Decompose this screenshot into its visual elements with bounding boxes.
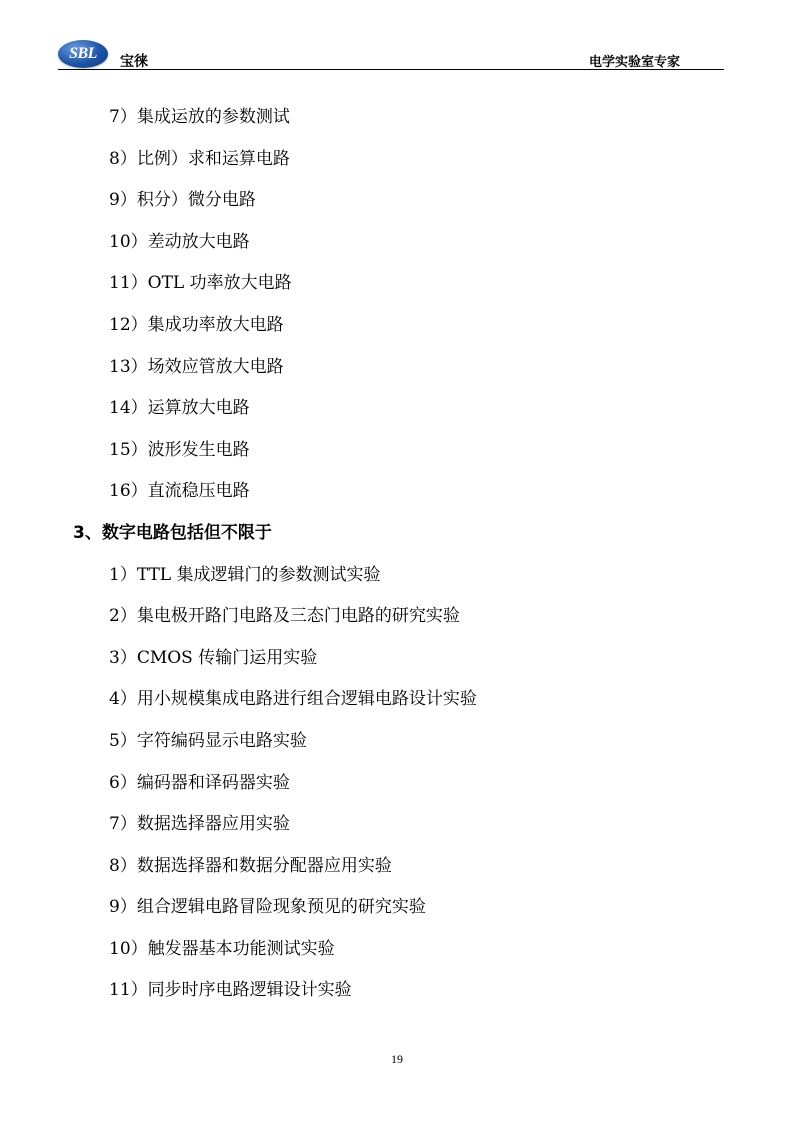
list-item: 3）CMOS 传输门运用实验 — [109, 647, 318, 668]
list-item: 13）场效应管放大电路 — [109, 356, 284, 377]
header-divider — [58, 69, 724, 70]
list-item: 14）运算放大电路 — [109, 398, 250, 419]
list-item: 9）组合逻辑电路冒险现象预见的研究实验 — [109, 897, 426, 918]
list-item: 7）数据选择器应用实验 — [109, 814, 290, 835]
list-item: 6）编码器和译码器实验 — [109, 772, 290, 793]
sbl-logo — [58, 40, 108, 68]
list-item: 11）OTL 功率放大电路 — [109, 273, 292, 294]
list-item: 5）字符编码显示电路实验 — [109, 730, 307, 751]
list-item: 15）波形发生电路 — [109, 439, 250, 460]
list-item: 1）TTL 集成逻辑门的参数测试实验 — [109, 564, 381, 585]
list-item: 10）差动放大电路 — [109, 231, 250, 252]
header-tagline: 电学实验室专家 — [588, 55, 680, 70]
list-item: 12）集成功率放大电路 — [109, 314, 284, 335]
page-header — [58, 36, 724, 72]
list-item: 8）比例）求和运算电路 — [109, 148, 290, 169]
page-number: 19 — [391, 1052, 403, 1066]
list-item: 11）同步时序电路逻辑设计实验 — [109, 980, 352, 1001]
list-item: 7）集成运放的参数测试 — [109, 107, 290, 127]
list-item: 8）数据选择器和数据分配器应用实验 — [109, 855, 392, 876]
section-heading: 3、数字电路包括但不限于 — [73, 522, 272, 543]
list-item: 9）积分）微分电路 — [109, 190, 256, 211]
list-item: 2）集电极开路门电路及三态门电路的研究实验 — [109, 606, 460, 627]
list-item: 16）直流稳压电路 — [109, 481, 250, 502]
logo-text: SBL — [69, 45, 97, 62]
document-body — [0, 102, 794, 1017]
brand-name: 宝徕 — [120, 54, 148, 70]
list-item: 10）触发器基本功能测试实验 — [109, 938, 335, 959]
list-item: 4）用小规模集成电路进行组合逻辑电路设计实验 — [109, 689, 477, 710]
